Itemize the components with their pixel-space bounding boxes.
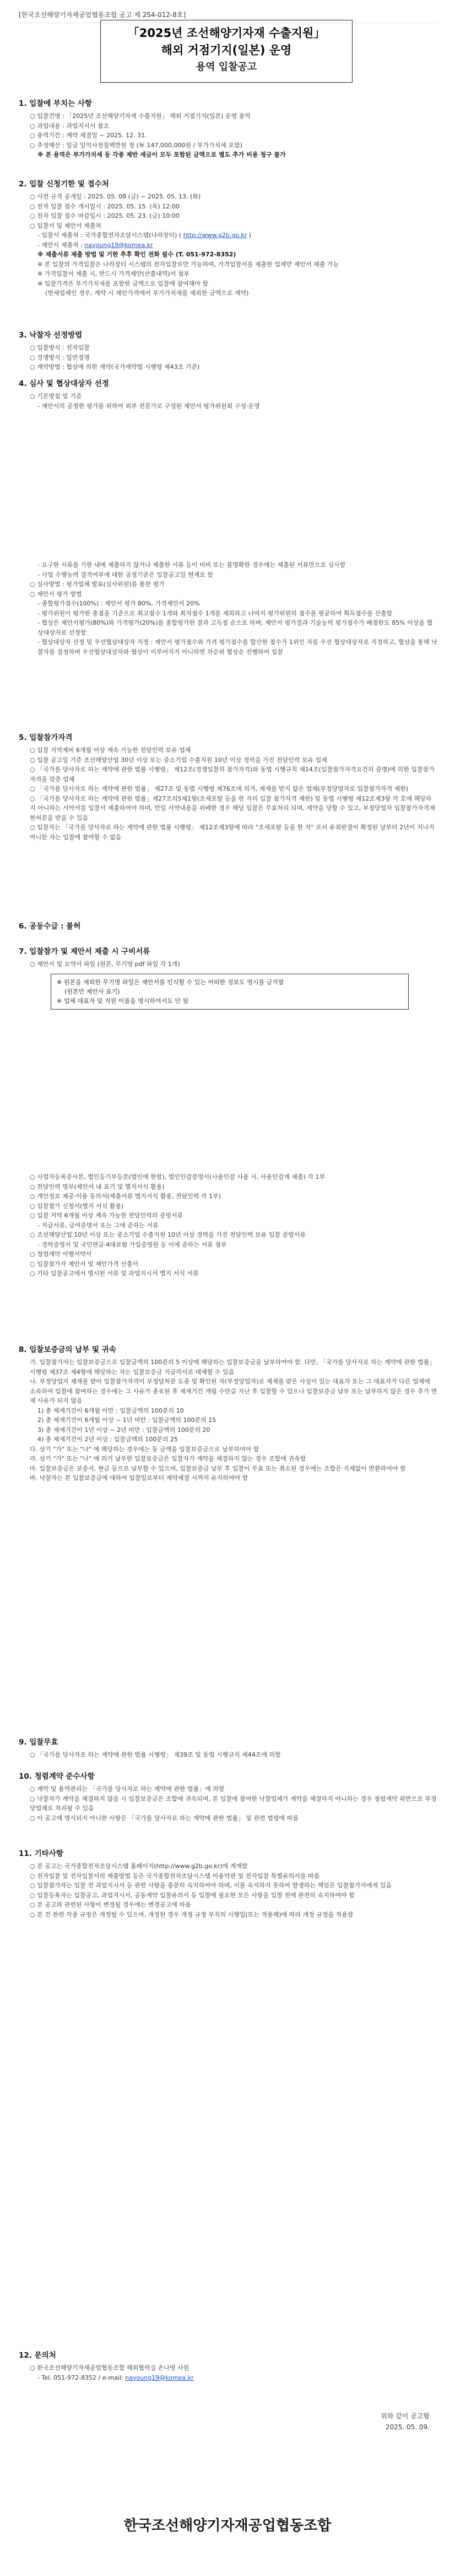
s11-item: ○ 본 공고와 관련된 사항이 변경될 경우에는 변경공고에 따름 [30, 1901, 191, 1908]
s11-item: ○ 전자입찰 및 전자입찰서의 제출방법 등은 국가종합전자조달시스템 이용약관 및 전자입찰 특별유의서를 따름 [30, 1872, 320, 1880]
section-12-title: 12. 문의처 [19, 2351, 56, 2360]
s5-item: ○ 「국가를 당사자로 하는 계약에 관한 법률」제27조의5제1항(조세포탈 등을 한 자의 입찰 참가자격 제한) 및 동법 시행령 제12조제3항 각 호에 해당하지 아니하는 서약서를 입찰서 제출하여야 하며, 만일 서약내용을 위배한 경우 해당 입찰은 무효처리 되며, 계약을 당할 수 있고, 부정당업자 입찰참가자격제한처분을 받을 수 있음 [30, 795, 435, 822]
s1-note: ※ 본 용역은 부가가치세 등 각종 제반 세금이 모두 포함된 금액으로 별도 추가 비용 청구 불가 [37, 151, 286, 158]
section-4-continued [19, 560, 437, 657]
section-10 [19, 1770, 437, 1823]
s5-item: ○ 입찰 공고일 기준 조선해양산업 30년 이상 또는 중소기업 수출지원 10년 이상 경력을 가진 전담인력 보유 업체 [30, 756, 327, 764]
section-1 [19, 97, 437, 160]
notice-line: (원본만 제안사 표기) [64, 988, 120, 995]
notice-line: ※ 원본을 제외한 무기명 파일은 제안서를 인식할 수 있는 어떠한 정보도 명시를 금지함 [57, 979, 284, 986]
s2-note: ※ 본 입찰의 가격입찰은 나라장터 시스템의 전자입찰로만 가능하며, 가격입찰서를 제출한 업체만 제안서 제출 가능 [37, 260, 339, 268]
announcement-date: 2025. 05. 09. [385, 2423, 430, 2431]
s5-item: ○ 입찰자는 「국가를 당사자로 하는 계약에 관한 법률 시행령」 제12조제3항에 따라 "조세포탈 등을 한 자" 로서 유죄판결이 확정된 날부터 2년이 지나지 아니한 자는 입찰에 참여할 수 없음 [30, 824, 435, 841]
s2-sub-bid: - 입찰서 제출처 : 국가종합전자조달시스템(나라장터) ( http://www.g2b.go.kr ) [37, 232, 252, 239]
title-line-2: 해외 거점기지(일본) 운영 [161, 44, 292, 57]
s4-item: ○ 제안서 평가 방법 [30, 590, 82, 598]
s8-item: 바. 낙찰자는 본 입찰보증금에 대하여 입찰일로부터 계약체결 시까지 유지하여야 함 [30, 1474, 248, 1482]
s2-note: (면세업체인 경우, 계약 시 제안가격에서 부가가치세를 제외한 금액으로 계약) [45, 289, 249, 297]
s5-item: ○ 「국가를 당사자로 하는 계약에 관한 법률」 제27조 및 동법 시행령 제76조에 의거, 제재를 받지 않은 업체(부정당업자로 입찰참가자격 제한) [30, 785, 409, 792]
s2-item: ○ 전자 입찰 접수 마감일시 : 2025. 05. 23. (금) 10:00 [30, 212, 180, 219]
section-11 [19, 1847, 437, 1919]
s11-item: ○ 본 건 관련 각종 규정은 개정될 수 있으며, 개정된 경우 개정 규정 부칙의 시행일(또는 적용례)에 따라 개정 규정을 적용함 [30, 1910, 354, 1918]
announcement-line: 위와 같이 공고함 [381, 2412, 430, 2420]
section-3-title: 3. 낙찰자 선정방법 [19, 331, 83, 340]
footer-date-block [319, 2411, 430, 2433]
section-4 [19, 377, 437, 411]
s7-item: ○ 조선해양산업 10년 이상 또는 중소기업 수출지원 10년 이상 경력을 가진 전담인력 보유 입찰 증빙서류 [30, 1231, 306, 1238]
g2b-link[interactable]: http://www.g2b.go.kr [183, 232, 247, 239]
section-5 [19, 731, 437, 842]
section-12 [19, 2349, 437, 2382]
s2-sub-proposal [19, 240, 437, 250]
section-9 [19, 1736, 437, 1760]
s4-item: - 사업 수행능력 결격여부에 대한 공정기준은 입찰공고일 현재로 함 [37, 571, 213, 578]
s10-item: ○ 이 공고에 명시되지 아니한 사항은 「국가를 당사자로 하는 계약에 관한 법률」 및 관련 법령에 따름 [30, 1814, 299, 1822]
section-8-title: 8. 입찰보증금의 납부 및 귀속 [19, 1345, 116, 1354]
s2-sub-proposal-label: - 제안서 제출처 : [37, 241, 85, 249]
s7-item: - 경력증명서 및 국민연금·4대보험 가입증명원 등 이에 준하는 서류 첨부 [37, 1241, 227, 1248]
s4-item: - 제안서의 공정한 평가를 위하여 외부 전문가로 구성된 제안서 평가위원회 구성·운영 [37, 402, 260, 410]
s8-item: 1) 총 제재기간이 6개월 이만 : 입찰금액의 100분의 10 [37, 1407, 184, 1414]
section-1-title: 1. 입찰에 부치는 사항 [19, 99, 92, 108]
s2-sub-bid-label: - 입찰서 제출처 : 국가종합전자조달시스템(나라장터) ( [37, 232, 183, 239]
section-7-continued [19, 1172, 437, 1279]
s11-item: ○ 입찰참가자는 입찰 전 과업지시서 등 관련 사항을 충분히 숙지하여야 하며, 이를 숙지하지 못하여 발생하는 책임은 입찰참가자에게 있음 [30, 1882, 392, 1889]
s9-item: ○ 「국가를 당사자로 하는 계약에 관한 법률 시행령」 제39조 및 동법 시행규칙 제44조에 의함 [30, 1751, 281, 1758]
s8-item: 다. 상기 "가" 또는 "나" 에 해당하는 경우에는 동 금액을 입찰보증금으로 납부하여야 함 [30, 1445, 259, 1453]
s4-item: ○ 기본방침 및 기준 [30, 393, 82, 400]
section-11-title: 11. 기타사항 [19, 1849, 63, 1858]
section-6-title: 6. 공동수급 : 불허 [19, 922, 81, 931]
s8-item: 2) 총 제재기간이 6개월 이상 ~ 1년 미만 : 입찰금액의 100분의 15 [37, 1416, 216, 1424]
section-5-title: 5. 입찰참가자격 [19, 733, 73, 742]
section-8 [19, 1343, 437, 1483]
s1-item: ○ 추정예산 : 일금 일억사천칠백만원 정 (￦ 147,000,000원 / 부가가치세 포함) [30, 141, 242, 149]
s2-note: ※ 가격입찰서 제출 시, 반드시 가격제안(산출내역)서 첨부 [37, 270, 190, 277]
s4-item: - 요구한 서류를 기한 내에 제출하지 않거나 제출한 서류 등이 미비 또는 불명확한 경우에는 제출된 서류만으로 심사함 [37, 561, 346, 568]
section-9-title: 9. 입찰무효 [19, 1738, 58, 1747]
s7-item: - 지급서류, 급여증명서 또는 그에 준하는 서류 [37, 1221, 159, 1229]
s12-item: ○ 한국조선해양기자재공업협동조합 해외협력실 손나영 사원 [30, 2364, 189, 2371]
s1-item: ○ 과업내용 : 과업지시서 참조 [30, 122, 110, 130]
s7-item: ○ 개인정보 제공·이용 동의서(제출서류 별지서식 활용, 전담인력 각 1부) [30, 1193, 221, 1200]
s7-item: ○ 전담인력 명부(제안서 내 표기 및 별지서식 활용) [30, 1183, 165, 1190]
s4-item: - 협상대상자 선정 및 우선협상대상자 지정 : 제안서 평가점수와 가격 평가점수를 합산한 점수가 1위인 자를 우선 협상대상자로 지정하고, 협상을 통해 낙찰자를 결정하며 우선협상대상자와 협상이 이루어지지 아니하면 차순위 협상순 진행하여 입찰 [37, 638, 437, 656]
s8-item: 나. 부정당업자 제재를 받아 입찰참가자격이 부정당처분 도중 및 확인된 자(부정당업자)로 제재를 받은 사실이 있는 대표자 또는 그 대표자가 다른 업체에 소속하여 입찰에 참여하는 경우에는 그 사유가 종료된 후 제재기간 개월 수만큼 지난 후 입찰할 수 있으나 입찰보증금 납부 또는 납부하지 않은 경우 추가 면제 사유가 되지 않음 [30, 1378, 437, 1404]
s8-item: 마. 입찰보증금은 보증서, 현금 등으로 납부할 수 있으며, 입찰보증금 납부 후 입찰이 무효 또는 취소된 경우에는 조합은 지체없이 반환하여야 함 [30, 1464, 406, 1472]
s11-item: ○ 본 공고는 국가종합전자조달시스템 홈페이지(http://www.g2b.go.kr)에 게재함 [30, 1863, 248, 1870]
title-line-3: 용역 입찰공고 [196, 61, 257, 73]
s3-item: ○ 경쟁방식 : 일반경쟁 [30, 353, 90, 361]
s1-item: ○ 입찰건명 : 「2025년 조선해양기자재 수출지원」 해외 거점기지(일본) 운영 용역 [30, 112, 251, 120]
section-10-title: 10. 청렴계약 준수사항 [19, 1772, 95, 1781]
s10-item: ○ 낙찰자가 계약을 체결하지 않을 시 입찰보증금은 조합에 귀속되며, 본 입찰에 참여한 낙찰업체가 계약을 체결하지 아니하는 경우 청렴계약 위반으로 부정당업체로 처리될 수 있음 [30, 1795, 437, 1812]
s12-contact-label: - Tel. 051-972-8352 / e-mail: [37, 2374, 126, 2381]
s7-item: ○ 입찰참가자 제안서 및 제안가격 산출서 [30, 1260, 139, 1268]
s4-item: ○ 심사방법 : 평가업체 발표(심사위원)를 통한 평가 [30, 581, 165, 588]
s7-item: ○ 청렴계약 이행서약서 [30, 1251, 92, 1258]
section-6 [19, 920, 437, 934]
s4-item: - 평가위원이 평가한 총점을 기준으로 최고점수 1개와 최저점수 1개를 제외하고 나머지 평가위원의 점수를 평균하여 획득점수를 산출함 [37, 609, 393, 617]
s7-item: ○ 입찰 지역 6개월 이상 계속 가능한 전담인력의 증빙서류 [30, 1212, 183, 1219]
s2-item: ○ 전자 입찰 접수 개시일시 : 2025. 05. 15. (목) 12:00 [30, 202, 180, 210]
s2-note: ※ 제출서류 제출 방법 및 기한 추후 확인 전화 필수 (T. 051-972-8352) [37, 251, 236, 258]
s2-note: ※ 입찰가격은 부가가치세를 포함한 금액으로 입찰에 참여해야 함 [37, 280, 208, 287]
section-2 [19, 178, 437, 298]
s7-item: ○ 입찰참가 신청서(별지 서식 활용) [30, 1202, 124, 1210]
s3-item: ○ 입찰방식 : 전자입찰 [30, 344, 90, 351]
inquiry-email-link[interactable]: nayoung19@komea.kr [125, 2374, 194, 2381]
section-2-title: 2. 입찰 신청기한 및 접수처 [19, 180, 109, 189]
s8-item: 가. 입찰참가자는 입찰보증금으로 입찰금액의 100분의 5 이상에 해당하는 입찰보증금을 납부하여야 함. 다만, 「국가를 당사자로 하는 계약에 관한 법률」 시행령 제37조 제4항에 해당하는 자는 입찰보증금 지급각서로 대체할 수 있음 [30, 1359, 436, 1376]
s1-item: ○ 용역기간 : 계약 체결일 ~ 2025. 12. 31. [30, 132, 147, 139]
section-7-title: 7. 입찰참가 및 제안서 제출 시 구비서류 [19, 947, 150, 956]
s8-item: 라. 상기 "가" 또는 "나" 에 의거 납부한 입찰보증금은 입찰자가 계약을 체결하지 않는 경우 조합에 귀속함 [30, 1455, 306, 1462]
title-box [100, 20, 353, 83]
s3-item: ○ 계약방법 : 협상에 의한 계약(국가계약법 시행령 제43조 기준) [30, 363, 200, 371]
s4-item: - 종합평가점수(100%) : 제안서 평가 80%, 가격제안서 20% [37, 600, 200, 607]
contact-email-link[interactable]: nayoung19@komea.kr [84, 241, 153, 249]
section-3 [19, 329, 437, 372]
notice-line: ※ 업체 대표자 및 직원 이름을 명시하여서도 안 됨 [57, 997, 189, 1005]
s2-item: ○ 사전 규격 공개일 : 2025. 05. 08 (금) ~ 2025. 05. 13. (화) [30, 193, 201, 200]
issuing-organization: 한국조선해양기자재공업협동조합 [123, 2518, 332, 2534]
s7-item: ○ 제안서 및 요약서 파일 (원본, 무기명 pdf 파일 각 1개) [30, 960, 180, 968]
s10-item: ○ 계약 및 용역관리는 「국가를 당사자로 하는 계약에 관한 법률」에 의함 [30, 1785, 225, 1793]
s8-item: 3) 총 제재기간이 1년 이상 ~ 2년 미만 : 입찰금액의 100분의 20 [37, 1426, 210, 1434]
s12-contact [19, 2373, 437, 2383]
s2-item: ○ 입찰서 및 제안서 제출처 [30, 222, 101, 229]
anonymity-notice-box [51, 974, 409, 1010]
section-7 [19, 945, 437, 969]
notice-reference: [한국조선해양기자재공업협동조합 공고 제 254-012-8호] [19, 10, 437, 23]
s7-item: ○ 기타 입찰공고에서 명시된 서류 및 과업지시서 별지 서식 서류 [30, 1270, 199, 1277]
s7-item: ○ 사업자등록증사본, 법인등기부등본(법인에 한함), 법인인감증명서(사용인감 사용 시, 사용인감계 제출) 각 1부 [30, 1173, 326, 1180]
title-line-1: 「2025년 조선해양기자재 수출지원」 [127, 26, 326, 40]
s5-item: ○ 입찰 지역제비 6개월 이상 계속 가능한 전담인력 보유 업체 [30, 747, 191, 754]
s8-item: 4) 총 제재기간이 2년 이상 : 입찰금액의 100분의 25 [37, 1436, 178, 1443]
section-4-title: 4. 심사 및 협상대상자 선정 [19, 379, 109, 388]
s11-item: ○ 입찰등록자는 입찰공고, 과업지시서, 공동계약 입찰유의서 등 입찰에 필요한 모든 사항을 입찰 전에 완전히 숙지하여야 함 [30, 1891, 355, 1899]
s4-item: - 협상은 제안서평가(80%)와 가격평가(20%)를 종합평가한 결과 고득점 순으로 하며, 제안서 평가결과 기술능력 평가점수가 배점한도 85% 이상을 협상대상자로 선정함 [37, 619, 433, 636]
s5-item: ○ 「국가를 당사자로 하는 계약에 관한 법률 시행령」 제12조(경쟁입찰의 참가자격)와 동법 시행규칙 제14조(입찰참가자격요건의 증명)에 의한 입찰참가자격을 갖춘 업체 [30, 766, 435, 783]
